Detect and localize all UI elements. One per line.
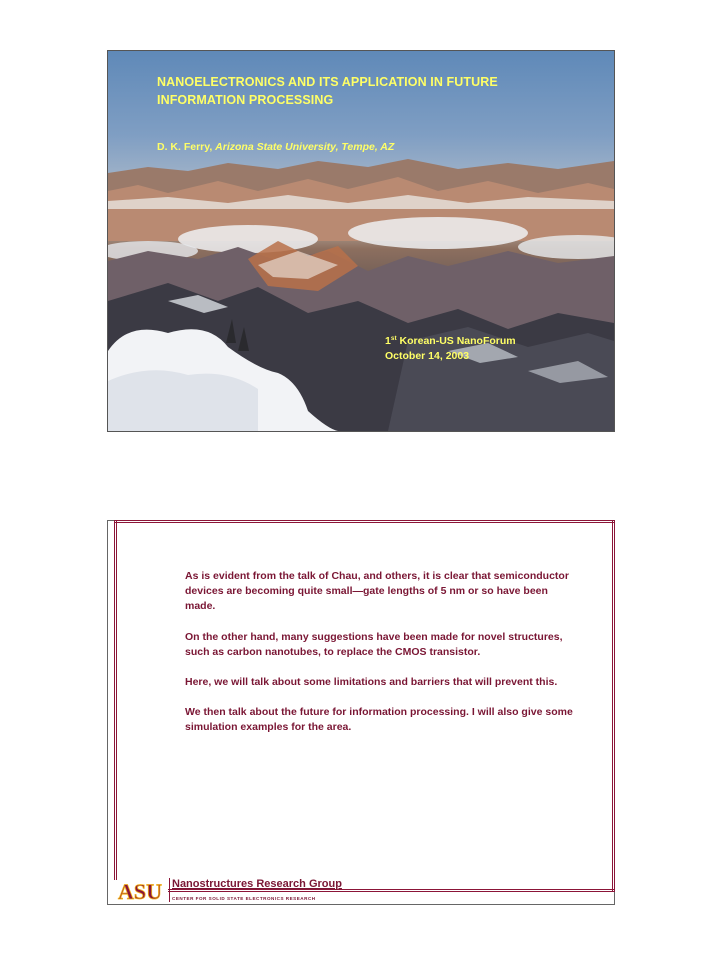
slide-title-line-2: INFORMATION PROCESSING bbox=[157, 93, 334, 107]
paragraph: As is evident from the talk of Chau, and others, it is clear that semiconductor devices are becoming quite small—gate lengths of 5 nm or so have been made. bbox=[185, 570, 569, 613]
event-ordinal: 1 bbox=[385, 335, 391, 347]
title-slide bbox=[107, 50, 615, 432]
author-name: D. K. Ferry, bbox=[157, 141, 213, 153]
footer-group-title: Nanostructures Research Group bbox=[172, 878, 342, 890]
asu-logo bbox=[114, 880, 166, 902]
event-date: October 14, 2003 bbox=[385, 350, 470, 362]
frame-left-border bbox=[114, 520, 117, 892]
slide-body bbox=[185, 569, 575, 751]
svg-text:ASU: ASU bbox=[117, 880, 163, 902]
author-line bbox=[157, 141, 394, 153]
event-name-line bbox=[385, 331, 516, 349]
author-affiliation: Arizona State University, Tempe, AZ bbox=[215, 141, 395, 153]
frame-top-border bbox=[114, 520, 615, 523]
paragraph: On the other hand, many suggestions have been made for novel structures, such as carbon nanotubes, to replace the CMOS transistor. bbox=[185, 630, 563, 658]
footer-divider bbox=[169, 878, 170, 902]
event-ordinal-suffix: st bbox=[390, 335, 397, 342]
slide-title-line-1: NANOELECTRONICS AND ITS APPLICATION IN FUTURE bbox=[157, 75, 498, 89]
footer-center-name: CENTER FOR SOLID STATE ELECTRONICS RESEARCH bbox=[172, 896, 316, 901]
frame-right-border bbox=[612, 520, 615, 892]
event-name: Korean-US NanoForum bbox=[399, 335, 516, 347]
content-slide bbox=[107, 520, 615, 905]
paragraph: Here, we will talk about some limitations and barriers that will prevent this. bbox=[185, 676, 558, 689]
event-info bbox=[385, 331, 516, 364]
slide-title bbox=[157, 73, 577, 109]
paragraph: We then talk about the future for information processing. I will also give some simulation examples for the area. bbox=[185, 706, 573, 734]
